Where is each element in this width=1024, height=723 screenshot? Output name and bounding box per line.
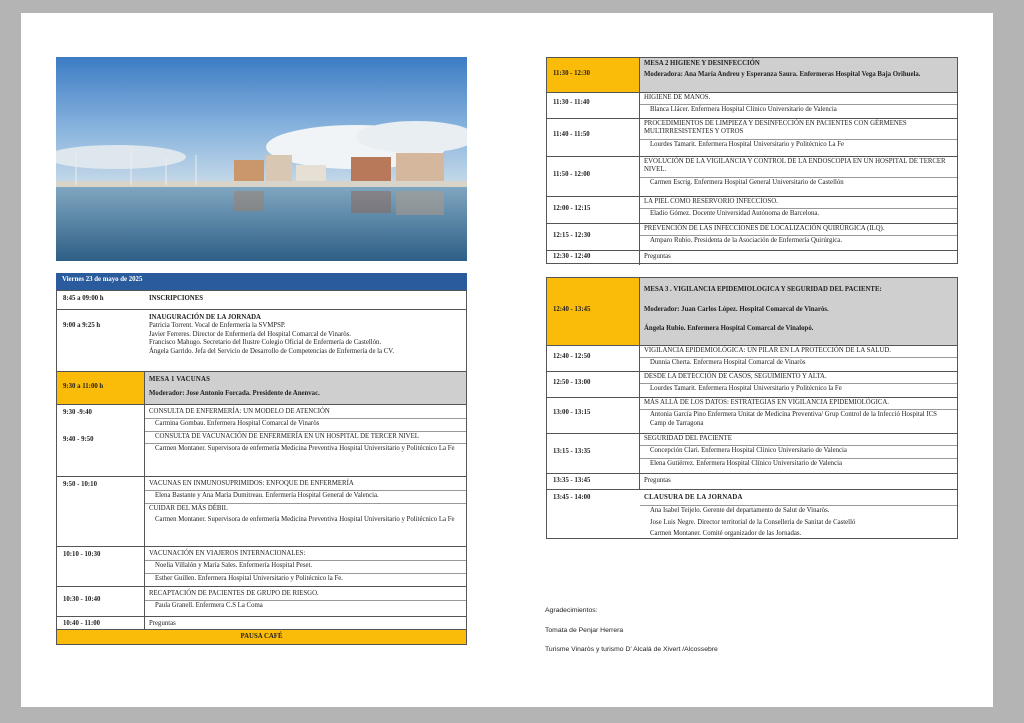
speaker-line: Paula Granell. Enfermera C.S La Coma	[145, 600, 466, 610]
table-row	[57, 372, 466, 404]
speaker-line: Lourdes Tamarit. Enfermera Hospital Universitario y Politécnico la Fe	[640, 383, 957, 393]
time-cell: 12:00 - 12:15	[547, 197, 640, 223]
table-row	[547, 345, 957, 371]
speaker-line: Elena Bastante y Ana María Dumitreau. Enfermería Hospital General de Valencia.	[145, 490, 466, 500]
speaker-line: Carmen Montaner. Supervisora de enfermería Medicina Preventiva Hospital Universitario y Politécnico La Fe	[145, 443, 466, 453]
table-row	[57, 309, 466, 373]
moderator: Moderador: Juan Carlos López. Hospital Comarcal de Vinaròs.	[644, 306, 829, 314]
time-cell: 13:35 - 13:45	[547, 474, 640, 489]
table-row	[57, 546, 466, 586]
speaker-line: Elena Gutiérrez. Enfermera Hospital Clínico Universitario de Valencia	[640, 458, 957, 468]
speaker-line: Dunnia Cherta. Enfermera Hospital Comarcal de Vinaròs	[640, 357, 957, 367]
table-row	[57, 291, 466, 309]
acknowledgements-heading: Agradecimientos:	[545, 607, 598, 614]
table-row	[547, 371, 957, 397]
harbour-photo	[56, 57, 467, 261]
time-cell: 9:50 - 10:10	[57, 477, 145, 546]
schedule-table-mesa2	[546, 57, 958, 264]
session-title: Preguntas	[644, 477, 671, 484]
time-cell: 13:00 - 13:15	[547, 398, 640, 433]
speaker-line: Patricia Torrent. Vocal de Enfermería la SVMPSP.	[149, 322, 286, 330]
table-row	[57, 404, 466, 476]
table-row	[57, 476, 466, 546]
speaker-line: Carmen Montaner. Comité organizador de las Jornadas.	[650, 530, 802, 538]
table-row	[547, 92, 957, 118]
document-page	[21, 13, 993, 707]
time-cell: 11:50 - 12:00	[547, 157, 640, 196]
table-row	[547, 278, 957, 345]
session-title: PREVENCIÓN DE LAS INFECCIONES DE LOCALIZACIÓN QUIRÚRGICA (ILQ).	[644, 225, 885, 232]
table-row	[547, 433, 957, 473]
session-title: MESA 3 . VIGILANCIA EPIDEMIOLOGICA Y SEGURIDAD DEL PACIENTE:	[644, 286, 882, 293]
speaker-line: Carmen Montaner. Supervisora de enfermería Medicina Preventiva Hospital Universitario y Politécnico La Fe	[155, 516, 455, 524]
time-cell: 12:30 - 12:40	[547, 251, 640, 265]
session-title: VACUNAS EN INMUNOSUPRIMIDOS: ENFOQUE DE ENFERMERÍA	[149, 480, 354, 487]
time-cell: 9:00 a 9:25 h	[63, 322, 101, 329]
time-cell: 8:45 a 09:00 h	[63, 295, 104, 302]
session-title: INAUGURACIÓN DE LA JORNADA	[149, 314, 261, 321]
session-title: Preguntas	[644, 253, 671, 260]
time-cell: 10:40 - 11:00	[57, 617, 145, 645]
table-row	[547, 489, 957, 540]
session-title: MÁS ALLÁ DE LOS DATOS: ESTRATEGIAS EN VIGILANCIA EPIDEMIOLÓGICA.	[644, 399, 890, 406]
session-title: LA PIEL COMO RESERVORIO INFECCIOSO.	[644, 198, 778, 205]
session-title: SEGURIDAD DEL PACIENTE	[644, 435, 732, 442]
session-title: DESDE LA DETECCIÓN DE CASOS, SEGUIMIENTO Y ALTA.	[644, 373, 827, 380]
time-cell: 11:30 - 11:40	[547, 93, 640, 118]
speaker-line: Carmina Gombau. Enfermera Hospital Comarcal de Vinaròs	[145, 418, 466, 428]
session-title: CUIDAR DEL MÁS DÉBIL	[145, 503, 466, 513]
session-title: Preguntas	[149, 620, 176, 627]
moderator: Moderador: Jose Antonio Forcada. Presidente de Anenvac.	[149, 390, 320, 398]
time-cell: 10:10 - 10:30	[57, 547, 145, 586]
time-cell: 12:15 - 12:30	[547, 224, 640, 250]
acknowledgement-line: Turisme Vinaròs y turismo D' Alcalá de Xivert /Alcossebre	[545, 646, 718, 653]
session-title: PROCEDIMIENTOS DE LIMPIEZA Y DESINFECCIÓN EN PACIENTES CON GÉRMENES MULTIRRESISTENTES Y OTROS	[644, 120, 907, 136]
moderator: Ángela Rubio. Enfermera Hospital Comarcal de Vinalopó.	[644, 324, 814, 332]
table-row	[547, 223, 957, 250]
time-cell: 12:40 - 12:50	[547, 346, 640, 371]
table-row	[547, 58, 957, 92]
table-row	[547, 397, 957, 433]
speaker-line: Concepción Clari. Enfermera Hospital Clínico Universitario de Valencia	[640, 445, 957, 455]
speaker-line: Noelia Villalón y María Sales. Enfermería Hospital Peset.	[145, 560, 466, 570]
table-row	[547, 156, 957, 196]
session-title: EVOLUCIÓN DE LA VIGILANCIA Y CONTROL DE LA ENDOSCOPIA EN UN HOSPITAL DE TERCER NIVEL.	[644, 158, 946, 174]
table-row	[57, 586, 466, 616]
session-title: HIGIENE DE MANOS.	[644, 94, 711, 101]
time-cell: 13:45 - 14:00	[553, 494, 591, 501]
session-title: VACUNACIÓN EN VIAJEROS INTERNACIONALES:	[149, 550, 306, 557]
speaker-line: Javier Ferreres. Director de Enfermería del Hospital Comarcal de Vinaròs.	[149, 330, 351, 338]
session-title: CLAUSURA DE LA JORNADA	[644, 494, 743, 501]
speaker-line: Ana Isabel Teijelo. Gerente del departamento de Salut de Vinaròs.	[640, 505, 957, 515]
speaker-line: Amparo Rubio. Presidenta de la Asociación de Enfermería Quirúrgica.	[640, 235, 957, 245]
time-cell: 11:30 - 12:30	[547, 58, 640, 92]
moderator: Moderadora: Ana María Andreu y Esperanza Saura. Enfermeras Hospital Vega Baja Orihuela.	[644, 71, 921, 79]
date-header: Viernes 23 de mayo de 2025	[56, 273, 467, 290]
table-row	[547, 118, 957, 156]
time-cell: 10:30 - 10:40	[57, 587, 145, 616]
time-cell: 12:40 - 13:45	[547, 278, 640, 345]
schedule-table-opening	[56, 290, 467, 372]
session-title: MESA 2 HIGIENE Y DESINFECCIÓN	[644, 60, 760, 67]
session-title: VIGILANCIA EPIDEMIOLÓGICA: UN PILAR EN LA PROTECCIÓN DE LA SALUD.	[644, 347, 891, 354]
time-cell: 12:50 - 13:00	[547, 372, 640, 397]
schedule-table-mesa1	[56, 371, 467, 644]
speaker-line: Blanca Llácer. Enfermera Hospital Clínico Universitario de Valencia	[640, 104, 957, 114]
time-cell: 9:30 -9:40	[63, 409, 92, 416]
table-row	[547, 250, 957, 265]
session-title: RECAPTACIÓN DE PACIENTES DE GRUPO DE RIESGO.	[149, 590, 319, 597]
time-cell: 11:40 - 11:50	[547, 119, 640, 156]
coffee-break-banner: PAUSA CAFÉ	[56, 629, 467, 645]
table-row	[547, 473, 957, 489]
speaker-line: Ángela Garrido. Jefa del Servicio de Desarrollo de Competencias de Enfermería de la CV.	[149, 347, 395, 355]
time-cell: 9:30 a 11:00 h	[57, 372, 145, 404]
session-title: INSCRIPCIONES	[149, 295, 204, 302]
speaker-line: Lourdes Tamarit. Enfermera Hospital Universitario y Politécnico La Fe	[640, 139, 957, 149]
session-title: CONSULTA DE VACUNACIÓN DE ENFERMERÍA EN UN HOSPITAL DE TERCER NIVEL	[145, 431, 466, 441]
speaker-line: Jose Luis Negre. Director territorial de la Conselleria de Sanitat de Castelló	[650, 518, 856, 526]
time-cell: 13:15 - 13:35	[547, 434, 640, 473]
time-cell: 9:40 - 9:50	[63, 436, 94, 444]
speaker-line: Antonia García Pino Enfermera Unitat de Medicina Preventiva/ Grup Control de la Infecció Hospital ICS Camp de Tarragona	[640, 409, 957, 428]
speaker-line: Eladio Gómez. Docente Universidad Autónoma de Barcelona.	[640, 208, 957, 218]
acknowledgement-line: Tomata de Penjar Herrera	[545, 627, 624, 634]
speaker-line: Francisco Mahugo. Secretario del Ilustre Colegio Oficial de Enfermería de Castellón.	[149, 339, 382, 347]
table-row	[547, 196, 957, 223]
speaker-line: Carmen Escrig. Enfermera Hospital General Universitario de Castellón	[640, 177, 957, 187]
session-title: CONSULTA DE ENFERMERÍA: UN MODELO DE ATENCIÓN	[149, 408, 330, 415]
speaker-line: Esther Guillen. Enfermera Hospital Universitario y Politécnico la Fe.	[145, 573, 466, 583]
session-title: MESA 1 VACUNAS	[149, 376, 211, 383]
schedule-table-mesa3	[546, 277, 958, 539]
